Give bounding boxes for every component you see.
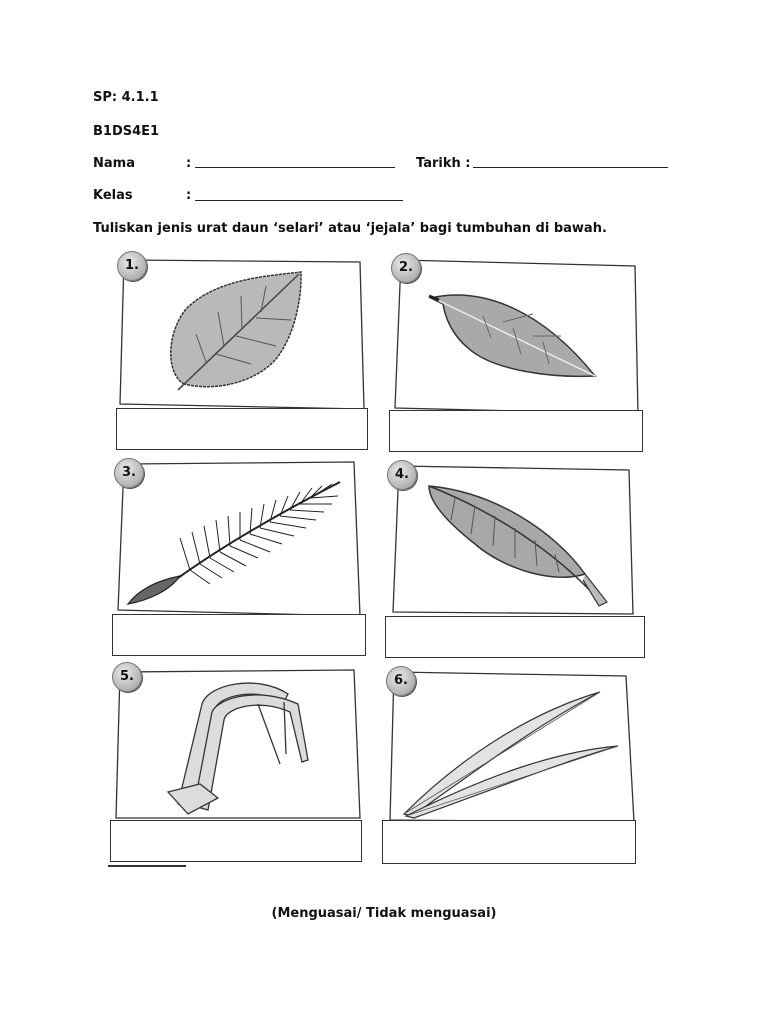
card-number-badge: 6. bbox=[386, 666, 416, 696]
answer-box[interactable] bbox=[389, 410, 643, 452]
answer-box[interactable] bbox=[112, 614, 366, 656]
leaf-card-5 bbox=[108, 664, 370, 864]
leaf-card-1 bbox=[106, 254, 371, 454]
leaf-card-2 bbox=[383, 256, 645, 456]
card-number-badge: 5. bbox=[112, 662, 142, 692]
scan-mark bbox=[108, 865, 186, 867]
standard-code: SP: 4.1.1 bbox=[93, 90, 159, 105]
name-field[interactable] bbox=[195, 167, 395, 168]
leaf-card-6 bbox=[382, 666, 648, 866]
name-colon: : bbox=[186, 156, 192, 171]
leaf-card-3 bbox=[110, 458, 372, 658]
card-number-badge: 1. bbox=[117, 251, 147, 281]
date-field[interactable] bbox=[473, 167, 668, 168]
answer-box[interactable] bbox=[116, 408, 368, 450]
card-number-badge: 4. bbox=[387, 460, 417, 490]
class-colon: : bbox=[186, 188, 192, 203]
date-label: Tarikh : bbox=[416, 156, 471, 171]
answer-box[interactable] bbox=[385, 616, 645, 658]
card-number-badge: 2. bbox=[391, 253, 421, 283]
card-number-badge: 3. bbox=[114, 458, 144, 488]
class-label: Kelas bbox=[93, 188, 133, 203]
class-field[interactable] bbox=[195, 200, 403, 201]
worksheet-id: B1DS4E1 bbox=[93, 124, 160, 139]
instruction-text: Tuliskan jenis urat daun ‘selari’ atau ‘jejala’ bagi tumbuhan di bawah. bbox=[93, 221, 607, 236]
name-label: Nama bbox=[93, 156, 135, 171]
answer-box[interactable] bbox=[382, 820, 636, 864]
answer-box[interactable] bbox=[110, 820, 362, 862]
mastery-status: (Menguasai/ Tidak menguasai) bbox=[271, 906, 497, 921]
leaf-card-4 bbox=[385, 462, 647, 660]
